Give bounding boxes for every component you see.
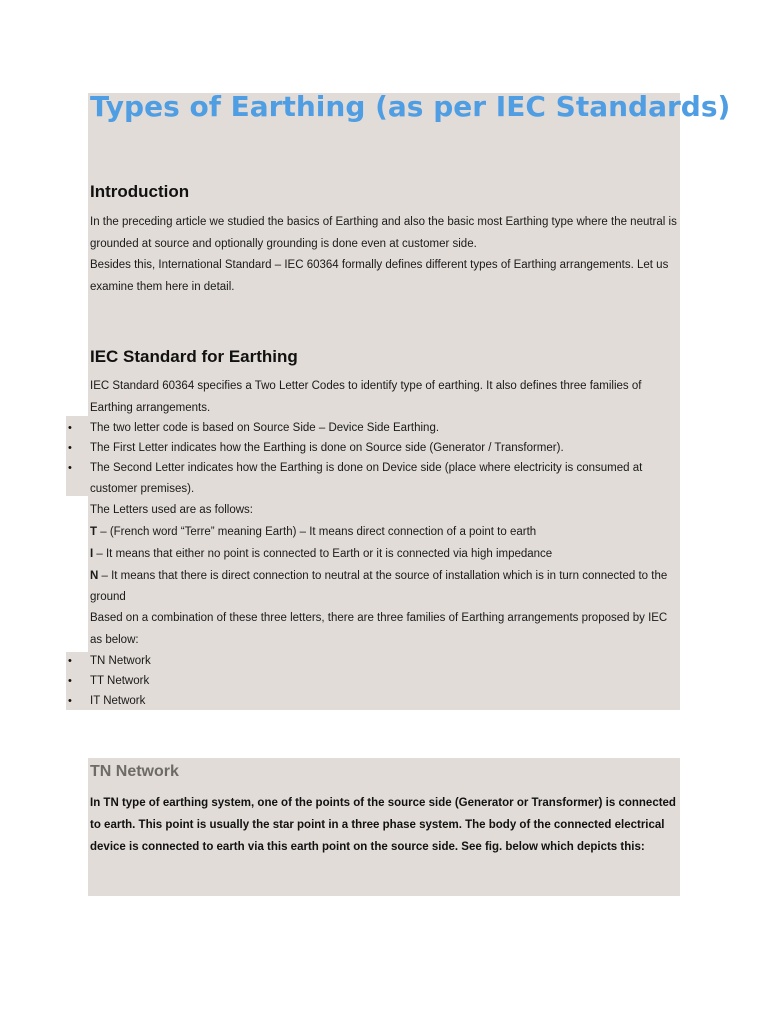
letter-t-text: – (French word “Terre” meaning Earth) – It means direct connection of a point to earth [97,526,537,538]
letter-i-text: – It means that either no point is connected to Earth or it is connected via high impedance [93,548,553,560]
iec-heading: IEC Standard for Earthing [90,347,298,366]
letter-i-definition [90,548,552,560]
bullet-marker: • [68,675,72,687]
list-item-continuation: customer premises). [90,483,195,495]
iec-paragraph: IEC Standard 60364 specifies a Two Letter Codes to identify type of earthing. It also defines three families of Earthing arrangements. [90,380,642,414]
intro-heading: Introduction [90,182,190,201]
letter-i-key: I [90,548,94,560]
letter-n-continuation: ground [90,591,126,603]
bullet-marker: • [68,462,72,474]
page-title: Types of Earthing (as per IEC Standards) [90,90,731,123]
intro-paragraph-2: Besides this, International Standard – IEC 60364 formally defines different types of Earthing arrangements. Let us examine them here in detail. [90,259,669,293]
tn-heading: TN Network [90,763,179,780]
letters-intro: The Letters used are as follows: [90,504,253,516]
letter-n-key: N [90,570,99,582]
bullet-shade-2 [66,652,680,710]
bullet-marker: • [68,442,72,454]
letter-n-text: – It means that there is direct connection to neutral at the source of installation which is in turn connected to the [98,570,668,582]
family-item-tt: TT Network [90,675,150,687]
letter-t-key: T [90,526,98,538]
bullet-marker: • [68,695,72,707]
letter-t-definition [90,526,536,538]
family-item-tn: TN Network [90,655,151,667]
list-item: The First Letter indicates how the Earthing is done on Source side (Generator / Transformer). [90,442,564,454]
list-item: The Second Letter indicates how the Earthing is done on Device side (place where electricity is consumed at [90,462,643,474]
letter-n-definition [90,570,667,582]
combination-paragraph: Based on a combination of these three letters, there are three families of Earthing arrangements proposed by IEC as below: [90,612,668,646]
intro-paragraph-1: In the preceding article we studied the basics of Earthing and also the basic most Earthing type where the neutral is grounded at source and optionally grounding is done even at customer side. [90,216,677,250]
list-item: The two letter code is based on Source Side – Device Side Earthing. [90,422,440,434]
family-item-it: IT Network [90,695,146,707]
bullet-marker: • [68,655,72,667]
tn-paragraph: In TN type of earthing system, one of the points of the source side (Generator or Transformer) is connected to earth. This point is usually the star point in a three phase system. The body of the connected electrical device is connected to earth via this earth point on the source side. See fig. below which depicts this: [90,797,676,853]
bullet-marker: • [68,422,72,434]
